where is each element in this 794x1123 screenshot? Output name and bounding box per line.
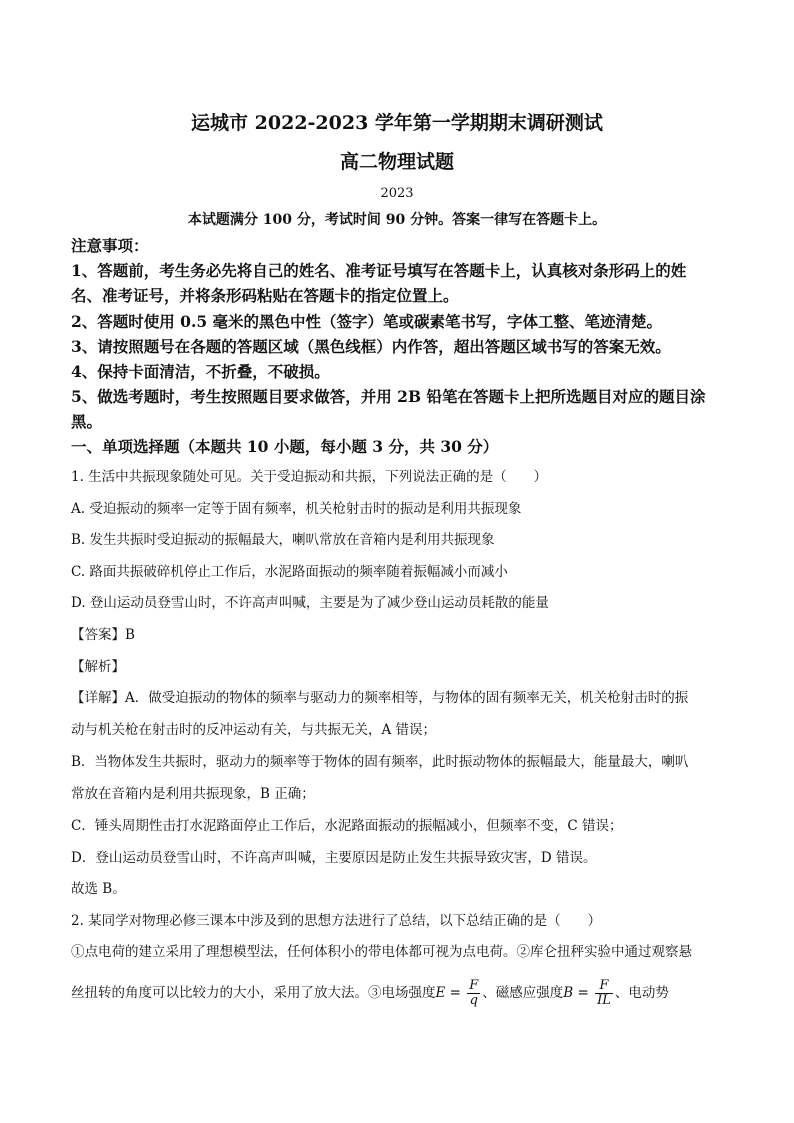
q1-option-b: B. 发生共振时受迫振动的振幅最大，喇叭常放在音箱内是利用共振现象 (71, 532, 495, 548)
notice-item-1a: 1、答题前，考生务必先将自己的姓名、准考证号填写在答题卡上，认真核对条形码上的姓 (71, 261, 687, 280)
notice-item-4: 4、保持卡面清洁，不折叠，不破损。 (71, 362, 330, 381)
q1-detail-a1: 【详解】A．做受迫振动的物体的频率与驱动力的频率相等，与物体的固有频率无关，机关枪射击时的振 (71, 690, 689, 706)
q2-sep-2: 、电动势 (614, 985, 669, 1001)
notice-item-3: 3、请按照题号在各题的答题区域（黑色线框）内作答，超出答题区域书写的答案无效。 (71, 337, 671, 356)
eq2-numerator: F (595, 979, 613, 994)
q2-line-2-text: 丝扭转的角度可以比较力的大小，采用了放大法。③电场强度 (71, 985, 436, 1001)
q1-option-c: C. 路面共振破碎机停止工作后，水泥路面振动的频率随着振幅减小而减小 (71, 564, 508, 580)
eq1-fraction (467, 979, 480, 1008)
eq1-lhs: E (435, 985, 446, 1001)
q1-stem: 1. 生活中共振现象随处可见。关于受迫振动和共振，下列说法正确的是（ ） (71, 469, 548, 485)
q2-stem: 2. 某同学对物理必修三课本中涉及到的思想方法进行了总结，以下总结正确的是（ ） (71, 913, 602, 929)
notice-item-2: 2、答题时使用 0.5 毫米的黑色中性（签字）笔或碳素笔书写，字体工整、笔迹清楚。 (71, 312, 663, 331)
q1-option-d: D. 登山运动员登雪山时，不许高声叫喊，主要是为了减少登山运动员耗散的能量 (71, 595, 549, 611)
q2-line-2: 丝扭转的角度可以比较力的大小，采用了放大法。③电场强度E = $\frac{F}{q}$ 、磁感应强度B = $\frac{F}{IL}$ 、电动势 (71, 978, 669, 1008)
eq2-denominator: IL (597, 993, 611, 1008)
section-heading: 一、单项选择题（本题共 10 小题，每小题 3 分，共 30 分） (71, 437, 499, 456)
exam-title: 运城市 2022-2023 学年第一学期期末调研测试 (191, 112, 603, 134)
eq2-lhs: B (563, 985, 574, 1001)
eq1-numerator: F (469, 978, 479, 993)
eq2-fraction (595, 979, 613, 1008)
notice-heading: 注意事项： (71, 236, 149, 255)
notice-item-1b: 名、准考证号，并将条形码粘贴在答题卡的指定位置上。 (71, 286, 459, 305)
notice-item-5b: 黑。 (71, 412, 103, 431)
q1-option-a: A. 受迫振动的频率一定等于固有频率，机关枪射击时的振动是利用共振现象 (71, 501, 522, 517)
eq1-denominator: q (469, 993, 478, 1008)
exam-info: 本试题满分 100 分，考试时间 90 分钟。答案一律写在答题卡上。 (187, 212, 607, 228)
q2-sep-1: 、磁感应强度 (482, 985, 564, 1001)
q1-detail-b1: B．当物体发生共振时，驱动力的频率等于物体的固有频率，此时振动物体的振幅最大，能量最大，喇叭 (71, 754, 689, 770)
q1-detail-d: D．登山运动员登雪山时，不许高声叫喊，主要原因是防止发生共振导致灾害，D 错误。 (71, 850, 597, 866)
q1-detail-a2: 动与机关枪在射击时的反冲运动有关，与共振无关，A 错误； (71, 722, 437, 738)
exam-subtitle: 高二物理试题 (339, 151, 454, 173)
exam-year: 2023 (380, 186, 414, 201)
q1-conclusion: 故选 B。 (71, 881, 126, 897)
q1-detail-b2: 常放在音箱内是利用共振现象，B 正确； (71, 786, 315, 802)
q1-answer: 【答案】B (71, 627, 135, 643)
q1-detail-c: C．锤头周期性击打水泥路面停止工作后，水泥路面振动的振幅减小，但频率不变，C 错误； (71, 818, 623, 834)
notice-item-5a: 5、做选考题时，考生按照题目要求做答，并用 2B 铅笔在答题卡上把所选题目对应的题目涂 (71, 387, 706, 406)
q2-line-1: ①点电荷的建立采用了理想模型法，任何体积小的带电体都可视为点电荷。②库仑扭秤实验中通过观察悬 (71, 944, 692, 960)
q1-analysis-label: 【解析】 (71, 659, 125, 675)
